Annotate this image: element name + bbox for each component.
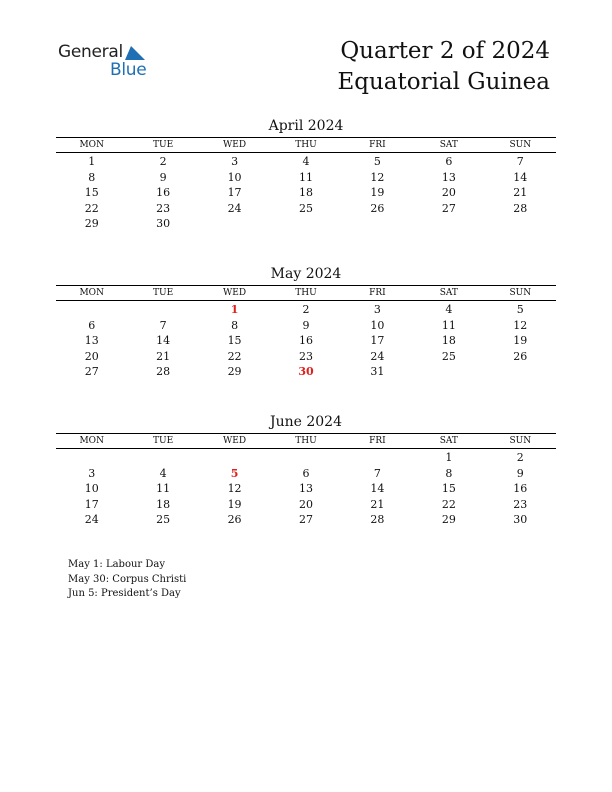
day-cell: 12 — [513, 318, 528, 332]
day-cell: 15 — [441, 482, 456, 496]
day-grid — [56, 302, 556, 380]
holiday-day-cell: 1 — [230, 303, 239, 316]
weekday-label: THU — [295, 436, 317, 446]
day-cell: 17 — [370, 334, 385, 348]
day-cell: 21 — [156, 349, 171, 363]
day-cell: 10 — [84, 482, 99, 496]
day-cell: 27 — [84, 365, 99, 379]
day-cell: 13 — [84, 334, 99, 348]
day-cell: 28 — [513, 201, 528, 215]
day-cell: 18 — [298, 186, 313, 200]
day-cell: 3 — [88, 466, 96, 480]
day-cell: 5 — [516, 303, 524, 316]
day-cell: 4 — [302, 155, 310, 168]
day-cell: 22 — [441, 497, 456, 511]
day-cell: 23 — [156, 201, 171, 215]
logo-blue-text: Blue — [110, 60, 147, 80]
weekday-label: FRI — [369, 436, 386, 446]
month-may — [56, 265, 556, 380]
day-cell: 21 — [370, 497, 385, 511]
day-cell: 13 — [441, 170, 456, 184]
day-cell: 20 — [441, 186, 456, 200]
month-title: June 2024 — [269, 414, 342, 430]
day-cell — [199, 216, 270, 232]
weekday-label: SUN — [509, 288, 532, 298]
day-cell: 21 — [513, 186, 528, 200]
day-cell: 27 — [298, 513, 313, 527]
day-cell: 29 — [227, 365, 242, 379]
month-june — [56, 413, 556, 528]
day-cell — [485, 216, 556, 232]
day-cell: 30 — [156, 217, 171, 231]
day-cell — [56, 450, 127, 466]
day-cell: 18 — [156, 497, 171, 511]
holiday-day-cell: 5 — [230, 466, 239, 480]
day-cell — [485, 364, 556, 380]
day-cell: 16 — [298, 334, 313, 348]
weekday-label: SAT — [439, 288, 458, 298]
day-cell: 9 — [516, 466, 524, 480]
day-cell: 19 — [513, 334, 528, 348]
day-cell: 28 — [156, 365, 171, 379]
day-cell: 10 — [370, 318, 385, 332]
day-cell: 6 — [88, 318, 96, 332]
weekday-label: WED — [223, 436, 247, 446]
weekday-label: THU — [295, 288, 317, 298]
logo-general-text: General — [58, 42, 123, 62]
weekday-label: MON — [79, 436, 104, 446]
weekday-label: THU — [295, 140, 317, 150]
day-cell: 11 — [298, 170, 313, 184]
day-cell: 2 — [159, 155, 167, 168]
day-cell — [413, 216, 484, 232]
weekday-label: FRI — [369, 140, 386, 150]
day-cell: 4 — [159, 466, 167, 480]
day-cell: 9 — [302, 318, 310, 332]
weekday-label: WED — [223, 140, 247, 150]
day-cell: 28 — [370, 513, 385, 527]
day-cell: 14 — [156, 334, 171, 348]
day-cell: 2 — [302, 303, 310, 316]
month-april — [56, 117, 556, 232]
day-cell: 25 — [441, 349, 456, 363]
day-cell: 25 — [298, 201, 313, 215]
weekday-label: TUE — [153, 140, 174, 150]
day-cell: 16 — [156, 186, 171, 200]
holiday-note: May 30: Corpus Christi — [68, 573, 187, 585]
day-cell: 6 — [302, 466, 310, 480]
day-cell: 26 — [513, 349, 528, 363]
day-cell: 7 — [373, 466, 381, 480]
day-cell: 24 — [370, 349, 385, 363]
weekday-label: MON — [79, 140, 104, 150]
weekday-label: SAT — [439, 140, 458, 150]
day-cell: 20 — [298, 497, 313, 511]
day-cell: 5 — [373, 155, 381, 168]
logo-triangle-icon — [125, 46, 145, 60]
month-title: May 2024 — [270, 266, 342, 282]
day-cell: 7 — [159, 318, 167, 332]
day-cell: 29 — [441, 513, 456, 527]
day-cell: 26 — [227, 513, 242, 527]
day-cell: 12 — [370, 170, 385, 184]
weekday-label: TUE — [153, 436, 174, 446]
holiday-note: Jun 5: President’s Day — [68, 588, 181, 599]
day-cell: 29 — [84, 217, 99, 231]
day-cell: 19 — [370, 186, 385, 200]
day-cell — [127, 450, 198, 466]
day-cell: 23 — [298, 349, 313, 363]
day-cell: 18 — [441, 334, 456, 348]
day-cell: 15 — [227, 334, 242, 348]
holiday-note: May 1: Labour Day — [68, 559, 165, 570]
day-cell: 17 — [227, 186, 242, 200]
day-cell: 24 — [227, 201, 242, 215]
holiday-notes — [68, 558, 186, 602]
day-cell: 8 — [231, 318, 239, 332]
day-grid — [56, 154, 556, 232]
day-cell: 11 — [156, 482, 171, 496]
day-cell: 7 — [516, 155, 524, 168]
day-cell: 24 — [84, 513, 99, 527]
day-cell: 17 — [84, 497, 99, 511]
day-cell: 19 — [227, 497, 242, 511]
weekday-label: SUN — [509, 140, 532, 150]
day-cell: 26 — [370, 201, 385, 215]
day-cell: 1 — [88, 155, 96, 168]
day-cell: 3 — [373, 303, 381, 316]
day-cell: 30 — [513, 513, 528, 527]
day-cell — [342, 216, 413, 232]
day-cell: 6 — [445, 155, 453, 168]
day-cell: 9 — [159, 170, 167, 184]
day-cell: 27 — [441, 201, 456, 215]
day-cell — [342, 450, 413, 466]
day-cell — [270, 216, 341, 232]
day-cell: 3 — [231, 155, 239, 168]
day-cell: 10 — [227, 170, 242, 184]
day-cell: 31 — [370, 365, 385, 379]
day-cell — [56, 302, 127, 318]
day-grid — [56, 450, 556, 528]
weekday-label: TUE — [153, 288, 174, 298]
weekday-label: WED — [223, 288, 247, 298]
day-cell: 8 — [445, 466, 453, 480]
weekday-label: FRI — [369, 288, 386, 298]
weekday-header — [56, 137, 556, 153]
day-cell: 23 — [513, 497, 528, 511]
generalblue-logo — [58, 42, 158, 82]
weekday-label: MON — [79, 288, 104, 298]
day-cell: 14 — [513, 170, 528, 184]
day-cell: 4 — [445, 303, 453, 316]
day-cell: 14 — [370, 482, 385, 496]
title-quarter: Quarter 2 of 2024 — [340, 38, 550, 64]
holiday-day-cell: 30 — [298, 365, 314, 379]
day-cell: 13 — [298, 482, 313, 496]
weekday-header — [56, 433, 556, 449]
day-cell: 20 — [84, 349, 99, 363]
day-cell — [413, 364, 484, 380]
title-country: Equatorial Guinea — [337, 69, 550, 95]
page-title — [337, 36, 550, 98]
day-cell: 11 — [441, 318, 456, 332]
day-cell: 22 — [227, 349, 242, 363]
day-cell: 12 — [227, 482, 242, 496]
day-cell: 2 — [516, 451, 524, 464]
day-cell: 1 — [445, 451, 453, 464]
day-cell — [199, 450, 270, 466]
day-cell — [270, 450, 341, 466]
weekday-label: SUN — [509, 436, 532, 446]
weekday-label: SAT — [439, 436, 458, 446]
day-cell: 15 — [84, 186, 99, 200]
day-cell: 16 — [513, 482, 528, 496]
weekday-header — [56, 285, 556, 301]
day-cell — [127, 302, 198, 318]
day-cell: 22 — [84, 201, 99, 215]
month-title: April 2024 — [268, 118, 344, 134]
day-cell: 25 — [156, 513, 171, 527]
day-cell: 8 — [88, 170, 96, 184]
